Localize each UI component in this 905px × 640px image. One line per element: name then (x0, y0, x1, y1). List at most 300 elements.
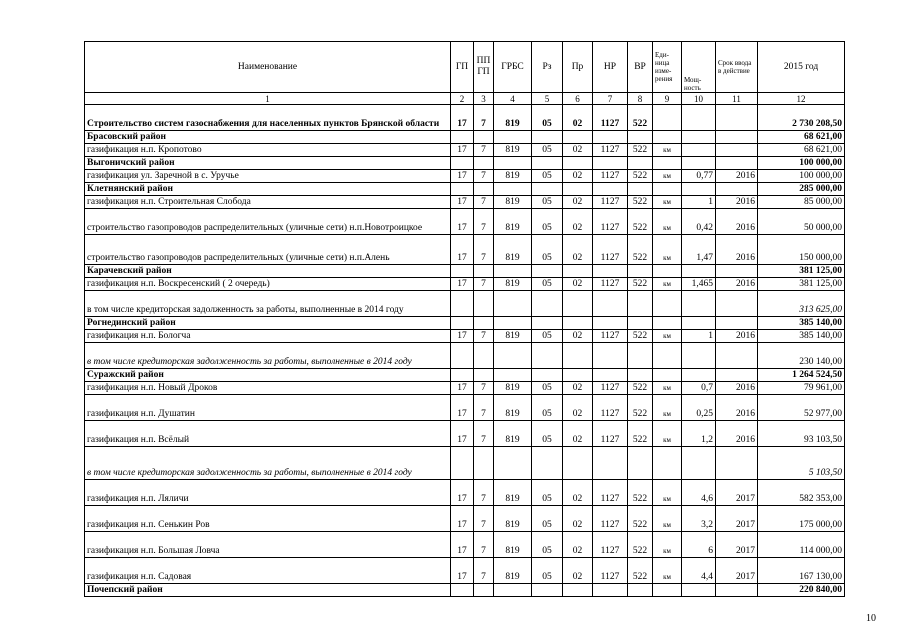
cell-vr: 522 (628, 421, 653, 447)
cell-name: газификация н.п. Бологча (85, 330, 451, 343)
cell-term: 2016 (716, 382, 758, 395)
header-pr: Пр (563, 42, 593, 93)
cell-gp (451, 343, 474, 369)
cell-term: 2016 (716, 235, 758, 265)
cell-power (682, 131, 716, 144)
cell-ppgp (474, 183, 494, 196)
column-number: 4 (494, 93, 532, 105)
cell-amount: 93 103,50 (758, 421, 845, 447)
cell-unit (653, 265, 682, 278)
cell-ppgp (474, 584, 494, 597)
cell-vr: 522 (628, 235, 653, 265)
cell-nr: 1127 (593, 105, 628, 131)
cell-nr: 1127 (593, 170, 628, 183)
cell-term: 2017 (716, 558, 758, 584)
cell-ppgp (474, 369, 494, 382)
cell-rz: 05 (532, 532, 563, 558)
cell-name: газификация н.п. Всёлый (85, 421, 451, 447)
cell-nr (593, 265, 628, 278)
column-number: 10 (682, 93, 716, 105)
cell-gp: 17 (451, 330, 474, 343)
cell-pr: 02 (563, 421, 593, 447)
cell-vr (628, 317, 653, 330)
cell-pr: 02 (563, 382, 593, 395)
table-row (85, 558, 845, 584)
column-number: 11 (716, 93, 758, 105)
cell-rz: 05 (532, 421, 563, 447)
cell-vr: 522 (628, 506, 653, 532)
cell-vr (628, 584, 653, 597)
cell-pr: 02 (563, 144, 593, 157)
cell-term: 2016 (716, 395, 758, 421)
cell-vr (628, 131, 653, 144)
cell-vr: 522 (628, 532, 653, 558)
cell-vr (628, 291, 653, 317)
cell-power: 0,77 (682, 170, 716, 183)
cell-pr: 02 (563, 395, 593, 421)
cell-pr (563, 265, 593, 278)
cell-vr: 522 (628, 395, 653, 421)
cell-pr: 02 (563, 196, 593, 209)
cell-nr (593, 447, 628, 480)
cell-nr: 1127 (593, 421, 628, 447)
cell-ppgp (474, 131, 494, 144)
cell-unit (653, 105, 682, 131)
table-row (85, 235, 845, 265)
cell-rz (532, 265, 563, 278)
cell-name: газификация ул. Заречной в с. Уручье (85, 170, 451, 183)
cell-rz: 05 (532, 330, 563, 343)
cell-power: 4,6 (682, 480, 716, 506)
cell-rz: 05 (532, 506, 563, 532)
header-power: Мощ- ность (682, 42, 716, 93)
header-name: Наименование (85, 42, 451, 93)
cell-rz (532, 183, 563, 196)
cell-gp: 17 (451, 209, 474, 235)
cell-vr: 522 (628, 105, 653, 131)
cell-term: 2016 (716, 196, 758, 209)
cell-rz: 05 (532, 395, 563, 421)
cell-amount: 385 140,00 (758, 330, 845, 343)
cell-grbs: 819 (494, 480, 532, 506)
table-row (85, 480, 845, 506)
cell-vr: 522 (628, 382, 653, 395)
cell-rz (532, 447, 563, 480)
cell-grbs (494, 447, 532, 480)
cell-nr (593, 317, 628, 330)
cell-gp: 17 (451, 170, 474, 183)
cell-gp: 17 (451, 144, 474, 157)
header-term: Срок ввода в действие (716, 42, 758, 93)
cell-gp: 17 (451, 196, 474, 209)
district-row (85, 157, 845, 170)
cell-rz (532, 369, 563, 382)
cell-unit (653, 131, 682, 144)
cell-nr: 1127 (593, 506, 628, 532)
cell-pr (563, 447, 593, 480)
cell-term: 2016 (716, 209, 758, 235)
cell-nr (593, 369, 628, 382)
table-row (85, 209, 845, 235)
cell-name: Суражский район (85, 369, 451, 382)
header-grbs: ГРБС (494, 42, 532, 93)
cell-gp (451, 183, 474, 196)
cell-name: газификация н.п. Новый Дроков (85, 382, 451, 395)
cell-power (682, 157, 716, 170)
cell-power: 1 (682, 196, 716, 209)
cell-amount: 313 625,00 (758, 291, 845, 317)
cell-unit: км (653, 209, 682, 235)
cell-gp: 17 (451, 532, 474, 558)
cell-unit: км (653, 330, 682, 343)
cell-name: Рогнединский район (85, 317, 451, 330)
cell-ppgp: 7 (474, 330, 494, 343)
cell-rz (532, 584, 563, 597)
cell-gp: 17 (451, 421, 474, 447)
cell-gp (451, 447, 474, 480)
cell-term (716, 265, 758, 278)
cell-power: 1 (682, 330, 716, 343)
cell-unit (653, 317, 682, 330)
cell-name: газификация н.п. Воскресенский ( 2 очередь) (85, 278, 451, 291)
cell-amount: 1 264 524,50 (758, 369, 845, 382)
cell-amount: 150 000,00 (758, 235, 845, 265)
cell-pr: 02 (563, 532, 593, 558)
header-unit: Еди- ница изме- рения (653, 42, 682, 93)
cell-vr: 522 (628, 209, 653, 235)
cell-nr: 1127 (593, 235, 628, 265)
cell-unit: км (653, 395, 682, 421)
cell-vr: 522 (628, 196, 653, 209)
cell-unit (653, 183, 682, 196)
cell-nr (593, 157, 628, 170)
cell-unit (653, 157, 682, 170)
cell-term (716, 105, 758, 131)
cell-nr (593, 183, 628, 196)
cell-rz: 05 (532, 170, 563, 183)
cell-name: газификация н.п. Садовая (85, 558, 451, 584)
cell-amount: 79 961,00 (758, 382, 845, 395)
cell-ppgp: 7 (474, 421, 494, 447)
cell-gp (451, 317, 474, 330)
cell-pr (563, 584, 593, 597)
cell-grbs (494, 584, 532, 597)
cell-pr (563, 131, 593, 144)
note-row (85, 447, 845, 480)
cell-gp: 17 (451, 480, 474, 506)
district-row (85, 131, 845, 144)
column-number-row (85, 93, 845, 105)
cell-gp: 17 (451, 278, 474, 291)
cell-pr (563, 317, 593, 330)
cell-grbs: 819 (494, 105, 532, 131)
header-rz: Рз (532, 42, 563, 93)
cell-nr: 1127 (593, 480, 628, 506)
cell-nr: 1127 (593, 144, 628, 157)
cell-name: газификация н.п. Кропотово (85, 144, 451, 157)
budget-table (84, 41, 845, 597)
cell-gp (451, 265, 474, 278)
cell-nr (593, 343, 628, 369)
cell-rz (532, 317, 563, 330)
cell-amount: 230 140,00 (758, 343, 845, 369)
cell-ppgp: 7 (474, 209, 494, 235)
cell-unit: км (653, 170, 682, 183)
table-row (85, 506, 845, 532)
cell-grbs (494, 369, 532, 382)
cell-pr: 02 (563, 506, 593, 532)
cell-amount: 68 621,00 (758, 144, 845, 157)
column-number: 6 (563, 93, 593, 105)
column-number: 2 (451, 93, 474, 105)
cell-grbs: 819 (494, 196, 532, 209)
cell-name: Строительство систем газоснабжения для населенных пунктов Брянской области (85, 105, 451, 131)
cell-name: строительство газопроводов распределительных (уличные сети) н.п.Новотроицкое (85, 209, 451, 235)
cell-ppgp (474, 317, 494, 330)
table-row (85, 144, 845, 157)
cell-term (716, 291, 758, 317)
column-number: 5 (532, 93, 563, 105)
cell-ppgp (474, 343, 494, 369)
cell-grbs: 819 (494, 144, 532, 157)
cell-grbs (494, 157, 532, 170)
cell-vr (628, 343, 653, 369)
cell-nr: 1127 (593, 558, 628, 584)
cell-grbs (494, 343, 532, 369)
cell-rz: 05 (532, 235, 563, 265)
cell-grbs (494, 183, 532, 196)
cell-power (682, 343, 716, 369)
cell-grbs: 819 (494, 235, 532, 265)
cell-ppgp: 7 (474, 144, 494, 157)
note-row (85, 343, 845, 369)
cell-vr: 522 (628, 558, 653, 584)
header-row (85, 42, 845, 93)
table-row (85, 330, 845, 343)
cell-name: в том числе кредиторская задолженность за работы, выполненные в 2014 году (85, 447, 451, 480)
cell-power: 0,25 (682, 395, 716, 421)
cell-grbs: 819 (494, 532, 532, 558)
cell-ppgp: 7 (474, 278, 494, 291)
cell-name: газификация н.п. Ляличи (85, 480, 451, 506)
cell-amount: 85 000,00 (758, 196, 845, 209)
column-number: 8 (628, 93, 653, 105)
cell-power: 0,7 (682, 382, 716, 395)
table-row (85, 278, 845, 291)
cell-unit (653, 291, 682, 317)
cell-rz (532, 343, 563, 369)
cell-ppgp: 7 (474, 196, 494, 209)
cell-amount: 100 000,00 (758, 170, 845, 183)
cell-rz: 05 (532, 209, 563, 235)
cell-rz: 05 (532, 382, 563, 395)
cell-grbs: 819 (494, 506, 532, 532)
cell-name: строительство газопроводов распределительных (уличные сети) н.п.Алень (85, 235, 451, 265)
cell-gp (451, 157, 474, 170)
cell-rz: 05 (532, 144, 563, 157)
cell-ppgp (474, 265, 494, 278)
cell-gp (451, 291, 474, 317)
cell-gp (451, 584, 474, 597)
header-year: 2015 год (758, 42, 845, 93)
column-number: 3 (474, 93, 494, 105)
cell-term: 2016 (716, 278, 758, 291)
cell-nr: 1127 (593, 395, 628, 421)
cell-unit (653, 584, 682, 597)
cell-unit (653, 343, 682, 369)
cell-amount: 220 840,00 (758, 584, 845, 597)
cell-grbs: 819 (494, 382, 532, 395)
cell-amount: 167 130,00 (758, 558, 845, 584)
cell-vr: 522 (628, 330, 653, 343)
cell-term (716, 183, 758, 196)
column-number: 7 (593, 93, 628, 105)
cell-power (682, 105, 716, 131)
cell-term: 2016 (716, 330, 758, 343)
cell-gp: 17 (451, 506, 474, 532)
cell-rz: 05 (532, 480, 563, 506)
cell-gp: 17 (451, 558, 474, 584)
page-number: 10 (866, 613, 876, 624)
cell-unit: км (653, 196, 682, 209)
cell-ppgp: 7 (474, 382, 494, 395)
cell-name: газификация н.п. Большая Ловча (85, 532, 451, 558)
cell-unit: км (653, 506, 682, 532)
cell-name: газификация н.п. Строительная Слобода (85, 196, 451, 209)
cell-unit: км (653, 558, 682, 584)
cell-nr (593, 131, 628, 144)
cell-gp (451, 369, 474, 382)
cell-grbs: 819 (494, 395, 532, 421)
cell-name: Карачевский район (85, 265, 451, 278)
cell-vr: 522 (628, 170, 653, 183)
cell-amount: 100 000,00 (758, 157, 845, 170)
cell-name: Почепский район (85, 584, 451, 597)
table-row (85, 421, 845, 447)
cell-name: Брасовский район (85, 131, 451, 144)
cell-grbs (494, 131, 532, 144)
cell-nr: 1127 (593, 382, 628, 395)
cell-amount: 175 000,00 (758, 506, 845, 532)
cell-term: 2017 (716, 532, 758, 558)
cell-gp (451, 131, 474, 144)
cell-unit: км (653, 532, 682, 558)
cell-grbs: 819 (494, 558, 532, 584)
cell-unit (653, 369, 682, 382)
cell-rz (532, 291, 563, 317)
cell-power (682, 265, 716, 278)
cell-amount: 52 977,00 (758, 395, 845, 421)
column-number: 9 (653, 93, 682, 105)
cell-vr (628, 447, 653, 480)
cell-amount: 114 000,00 (758, 532, 845, 558)
cell-power (682, 144, 716, 157)
cell-term (716, 317, 758, 330)
cell-name: газификация н.п. Сенькин Ров (85, 506, 451, 532)
header-nr: НР (593, 42, 628, 93)
cell-term: 2017 (716, 480, 758, 506)
table-row (85, 170, 845, 183)
cell-ppgp (474, 291, 494, 317)
cell-pr (563, 183, 593, 196)
district-row (85, 183, 845, 196)
header-vr: ВР (628, 42, 653, 93)
cell-name: газификация н.п. Душатин (85, 395, 451, 421)
cell-pr (563, 291, 593, 317)
cell-unit: км (653, 235, 682, 265)
column-number: 1 (85, 93, 451, 105)
cell-pr: 02 (563, 209, 593, 235)
cell-pr: 02 (563, 558, 593, 584)
cell-power: 1,47 (682, 235, 716, 265)
cell-term (716, 584, 758, 597)
cell-power (682, 183, 716, 196)
cell-grbs: 819 (494, 421, 532, 447)
column-number: 12 (758, 93, 845, 105)
cell-pr: 02 (563, 480, 593, 506)
cell-ppgp: 7 (474, 480, 494, 506)
cell-term (716, 343, 758, 369)
cell-amount: 582 353,00 (758, 480, 845, 506)
cell-nr: 1127 (593, 330, 628, 343)
cell-grbs: 819 (494, 278, 532, 291)
table-row (85, 395, 845, 421)
cell-term (716, 144, 758, 157)
cell-power: 0,42 (682, 209, 716, 235)
cell-pr (563, 343, 593, 369)
cell-nr: 1127 (593, 209, 628, 235)
cell-grbs (494, 291, 532, 317)
cell-term: 2016 (716, 421, 758, 447)
cell-power: 3,2 (682, 506, 716, 532)
cell-power: 4,4 (682, 558, 716, 584)
cell-ppgp: 7 (474, 235, 494, 265)
cell-unit (653, 447, 682, 480)
cell-unit: км (653, 144, 682, 157)
cell-vr (628, 265, 653, 278)
cell-rz (532, 157, 563, 170)
district-row (85, 369, 845, 382)
cell-amount: 50 000,00 (758, 209, 845, 235)
cell-vr: 522 (628, 480, 653, 506)
cell-pr (563, 157, 593, 170)
cell-ppgp: 7 (474, 105, 494, 131)
cell-amount: 381 125,00 (758, 278, 845, 291)
cell-power (682, 317, 716, 330)
cell-ppgp: 7 (474, 170, 494, 183)
cell-unit: км (653, 480, 682, 506)
cell-nr: 1127 (593, 196, 628, 209)
district-row (85, 265, 845, 278)
cell-amount: 5 103,50 (758, 447, 845, 480)
cell-term (716, 447, 758, 480)
cell-vr (628, 183, 653, 196)
cell-unit: км (653, 278, 682, 291)
cell-grbs: 819 (494, 209, 532, 235)
cell-ppgp: 7 (474, 558, 494, 584)
cell-rz: 05 (532, 196, 563, 209)
cell-amount: 381 125,00 (758, 265, 845, 278)
cell-amount: 285 000,00 (758, 183, 845, 196)
cell-term: 2016 (716, 170, 758, 183)
cell-pr: 02 (563, 170, 593, 183)
cell-power (682, 584, 716, 597)
note-row (85, 291, 845, 317)
cell-unit: км (653, 382, 682, 395)
cell-grbs: 819 (494, 330, 532, 343)
cell-power (682, 291, 716, 317)
cell-pr: 02 (563, 330, 593, 343)
